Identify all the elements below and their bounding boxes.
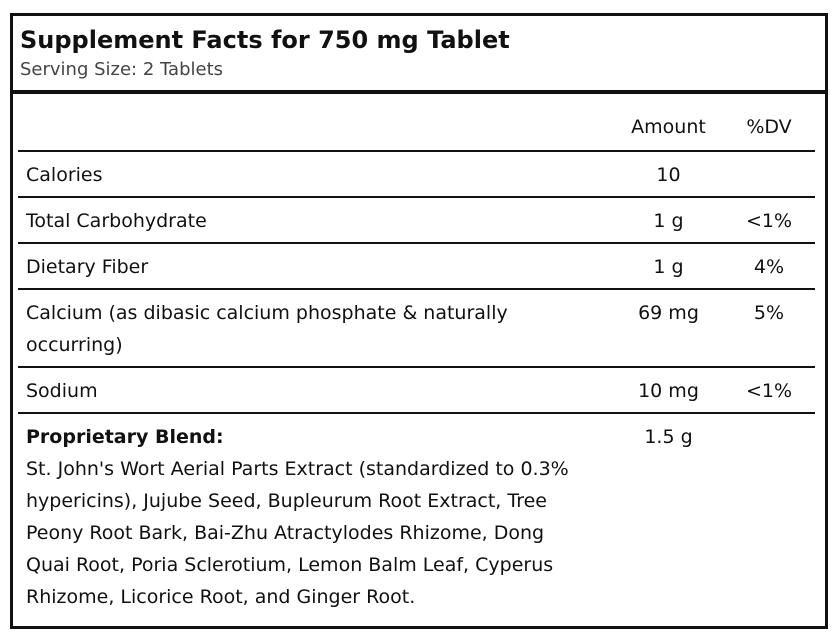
nutrient-label: Calories [26, 164, 103, 186]
nutrient-dv: 4% [753, 256, 785, 278]
nutrient-dv: <1% [745, 210, 793, 232]
blend-title: Proprietary Blend: [26, 426, 224, 448]
nutrient-amount: 10 mg [638, 380, 699, 402]
nutrient-amount: 69 mg [638, 302, 699, 324]
nutrient-amount: 1 g [653, 256, 684, 278]
blend-ingredients-line: Peony Root Bark, Bai-Zhu Atractylodes Rhizome, Dong [26, 522, 545, 544]
nutrient-label-continued: occurring) [26, 334, 123, 356]
nutrient-dv: 5% [753, 302, 785, 324]
dv-column-header: %DV [746, 116, 792, 138]
nutrient-dv: <1% [745, 380, 793, 402]
nutrient-amount: 1 g [653, 210, 684, 232]
nutrient-label: Total Carbohydrate [26, 210, 207, 232]
nutrient-amount: 10 [656, 164, 681, 186]
serving-size: Serving Size: 2 Tablets [20, 59, 224, 80]
blend-amount: 1.5 g [644, 426, 693, 448]
blend-ingredients-line: Rhizome, Licorice Root, and Ginger Root. [26, 586, 416, 608]
nutrient-label: Calcium (as dibasic calcium phosphate & naturally [26, 302, 508, 324]
facts-title: Supplement Facts for 750 mg Tablet [20, 26, 510, 54]
amount-column-header: Amount [631, 116, 706, 138]
blend-ingredients-line: St. John's Wort Aerial Parts Extract (standardized to 0.3% [26, 458, 569, 480]
nutrient-label: Sodium [26, 380, 98, 402]
blend-ingredients-line: hypericins), Jujube Seed, Bupleurum Root Extract, Tree [26, 490, 547, 512]
nutrient-label: Dietary Fiber [26, 256, 149, 278]
blend-ingredients-line: Quai Root, Poria Sclerotium, Lemon Balm Leaf, Cyperus [26, 554, 554, 576]
